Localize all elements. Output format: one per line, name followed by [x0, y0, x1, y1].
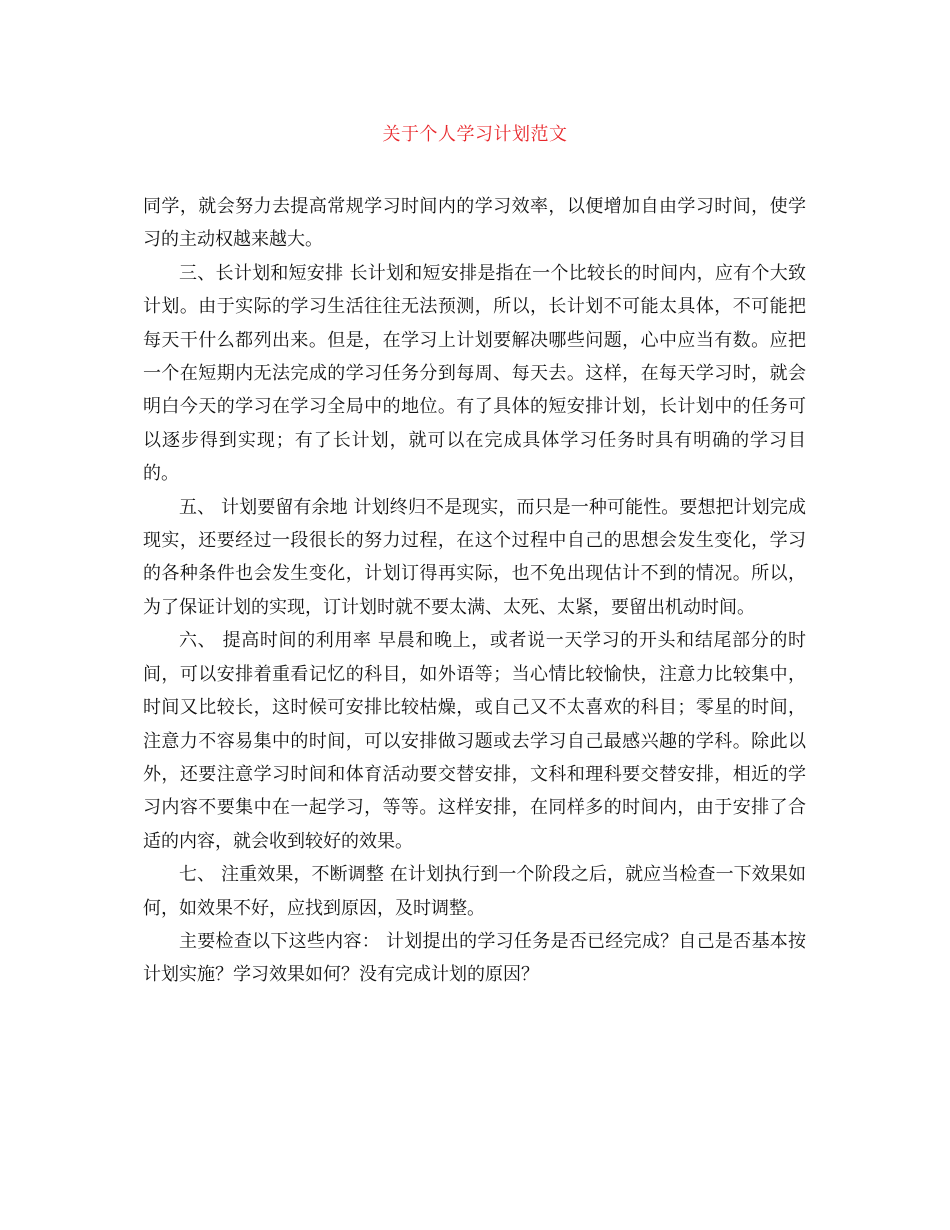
- paragraph-time-utilization: 六、 提高时间的利用率 早晨和晚上，或者说一天学习的开头和结尾部分的时间，可以安排着重看记忆的科目，如外语等；当心情比较愉快，注意力比较集中，时间又比较长，这时候可安排比较枯燥，或自己又不太喜欢的科目；零星的时间，注意力不容易集中的时间，可以安排做习题或去学习自己最感兴趣的学科。除此以外，还要注意学习时间和体育活动要交替安排，文科和理科要交替安排，相近的学习内容不要集中在一起学习，等等。这样安排，在同样多的时间内，由于安排了合适的内容，就会收到较好的效果。: [143, 630, 806, 852]
- paragraph-focus-effect: 七、 注重效果，不断调整 在计划执行到一个阶段之后，就应当检查一下效果如何，如效果不好，应找到原因，及时调整。: [143, 864, 806, 919]
- document-title: 关于个人学习计划范文: [382, 124, 568, 145]
- document-body: [143, 190, 806, 992]
- paragraph-leave-margin: 五、 计划要留有余地 计划终归不是现实，而只是一种可能性。要想把计划完成现实，还要经过一段很长的努力过程，在这个过程中自己的思想会发生变化，学习的各种条件也会发生变化，计划订得再实际，也不免出现估计不到的情况。所以，为了保证计划的实现，订计划时就不要太满、太死、太紧，要留出机动时间。: [143, 496, 806, 618]
- paragraph-long-plan: 三、长计划和短安排 长计划和短安排是指在一个比较长的时间内，应有个大致计划。由于实际的学习生活往往无法预测，所以，长计划不可能太具体，不可能把每天干什么都列出来。但是，在学习上计划要解决哪些问题，心中应当有数。应把一个在短期内无法完成的学习任务分到每周、每天去。这样，在每天学习时，就会明白今天的学习在学习全局中的地位。有了具体的短安排计划，长计划中的任务可以逐步得到实现；有了长计划，就可以在完成具体学习任务时具有明确的学习目的。: [143, 262, 806, 485]
- paragraph-check-contents: 主要检查以下这些内容： 计划提出的学习任务是否已经完成？自己是否基本按计划实施？学习效果如何？没有完成计划的原因？: [143, 930, 806, 986]
- paragraph-continuation: 同学，就会努力去提高常规学习时间内的学习效率，以便增加自由学习时间，使学习的主动权越来越大。: [143, 196, 806, 251]
